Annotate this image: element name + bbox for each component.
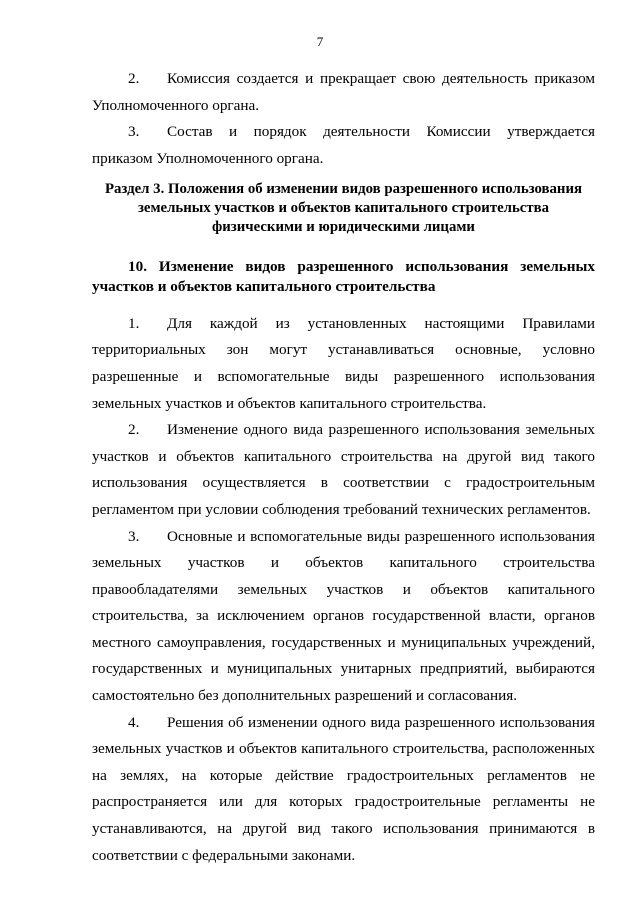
intro-item-2 (92, 66, 595, 119)
article-item-3 (92, 524, 595, 710)
item-number: 1. (128, 314, 140, 332)
item-number: 2. (128, 421, 140, 439)
article-item-2 (92, 417, 595, 523)
intro-item-3 (92, 119, 595, 172)
article-item-1 (92, 311, 595, 417)
item-text: Решения об изменении одного вида разрешенного использования земельных участков и объектов капитального строительства, расположенных на землях, на которые действие градостроительных регламентов не распространяется или для которых градостроительные регламенты не устанавливаются, на другой вид такого использования принимаются в соответствии с федеральными законами. (92, 713, 595, 864)
page-number: 7 (316, 34, 324, 49)
item-text: Комиссия создается и прекращает свою деятельность приказом Уполномоченного органа. (92, 70, 595, 114)
item-number: 3. (128, 123, 140, 141)
page-content (92, 66, 595, 869)
item-text: Для каждой из установленных настоящими Правилами территориальных зон могут устанавливаться основные, условно разрешенные и вспомогательные виды разрешенного использования земельных участков и объектов капитального строительства. (92, 314, 595, 412)
article-heading: 10. Изменение видов разрешенного использования земельных участков и объектов капитального строительства (92, 257, 595, 295)
article-item-4 (92, 710, 595, 870)
item-number: 4. (128, 713, 140, 731)
item-number: 2. (128, 70, 140, 87)
item-text: Основные и вспомогательные виды разрешенного использования земельных участков и объектов капитального строительства правообладателями земельных участков и объектов капитального строительства, за исключением органов государственной власти, органов местного самоуправления, государственных и муниципальных учреждений, государственных и муниципальных унитарных предприятий, выбираются самостоятельно без дополнительных разрешений и согласования. (92, 527, 595, 705)
item-number: 3. (128, 527, 140, 545)
item-text: Изменение одного вида разрешенного использования земельных участков и объектов капитального строительства на другой вид такого использования осуществляется в соответствии с градостроительным регламентом при условии соблюдения требований технических регламентов. (92, 421, 595, 518)
section-heading: Раздел 3. Положения об изменении видов разрешенного использования земельных участков и объектов капитального строительства физическими и юридическими лицами (105, 181, 582, 235)
item-text: Состав и порядок деятельности Комиссии утверждается приказом Уполномоченного органа. (92, 123, 595, 167)
